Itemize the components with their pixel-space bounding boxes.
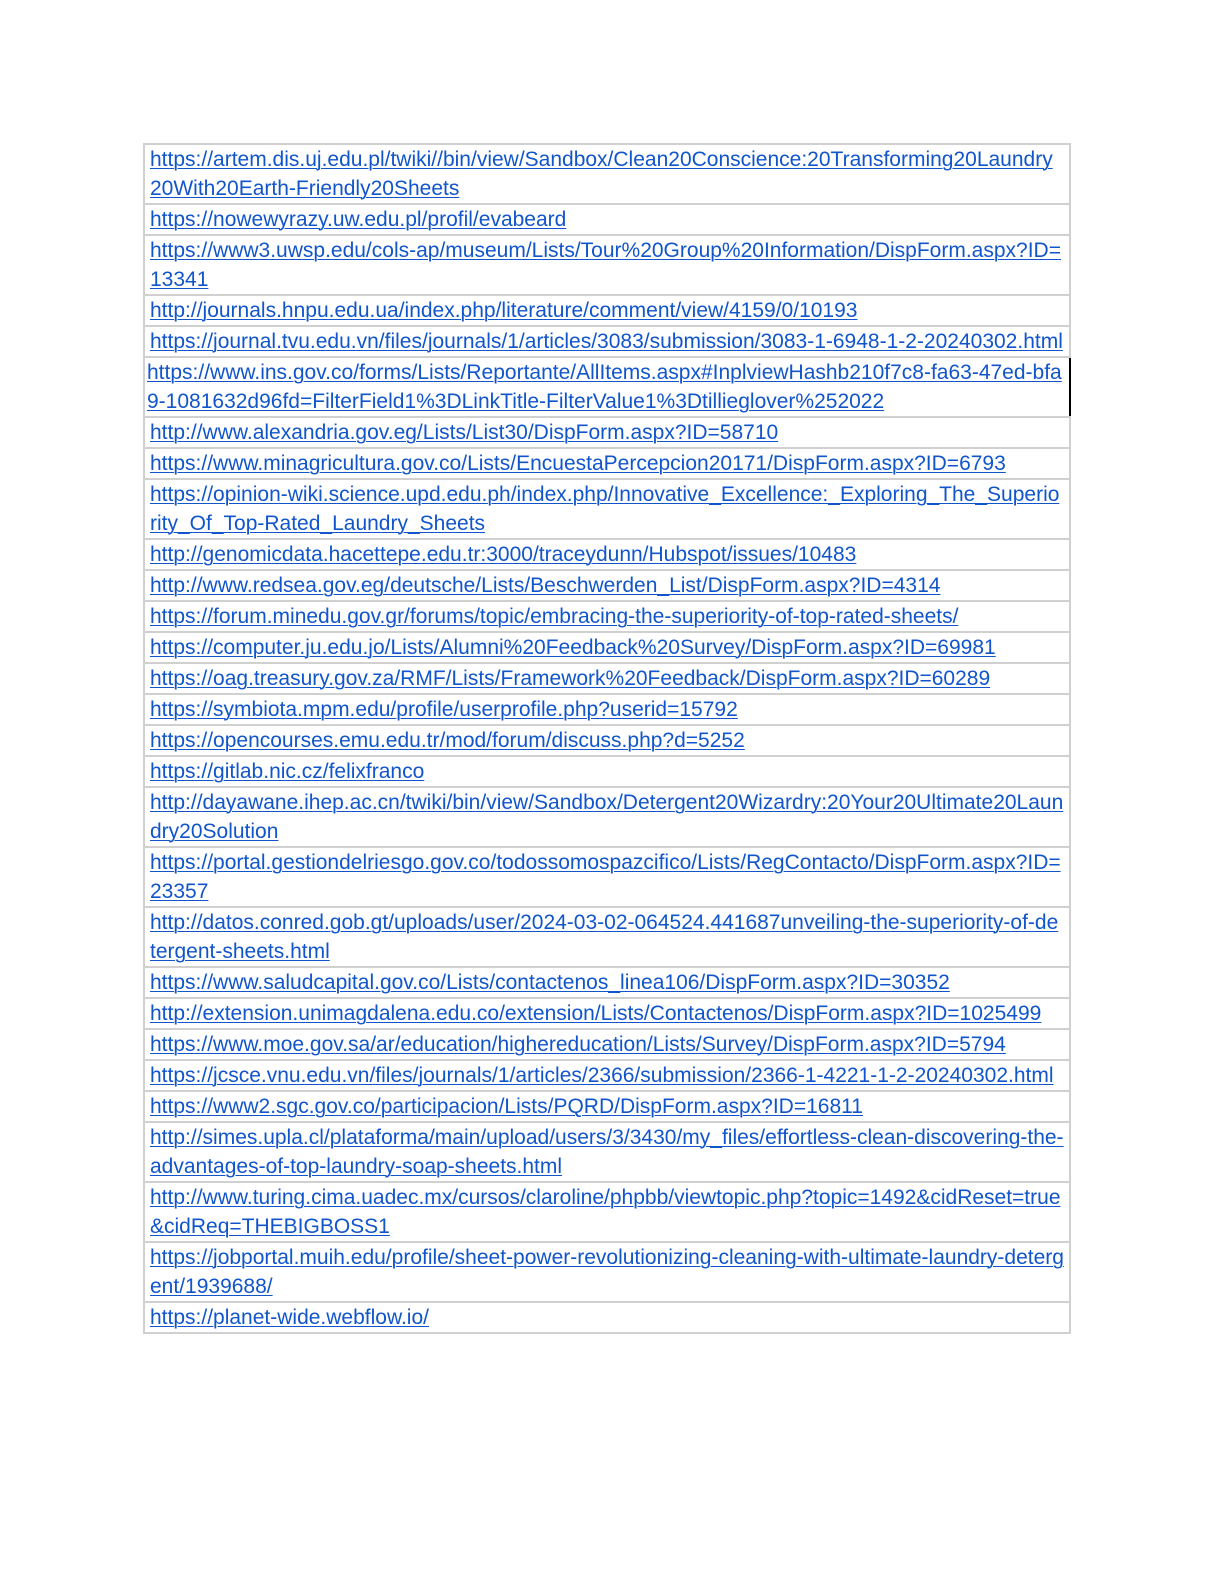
hyperlink[interactable]: http://journals.hnpu.edu.ua/index.php/literature/comment/view/4159/0/10193 [150, 299, 858, 322]
hyperlink[interactable]: https://www2.sgc.gov.co/participacion/Lists/PQRD/DispForm.aspx?ID=16811 [150, 1095, 863, 1118]
link-cell [144, 539, 1070, 570]
hyperlink[interactable]: http://www.alexandria.gov.eg/Lists/List30/DispForm.aspx?ID=58710 [150, 421, 779, 444]
table-row [144, 144, 1070, 204]
link-cell [144, 570, 1070, 601]
table-row [144, 448, 1070, 479]
link-cell [144, 204, 1070, 235]
hyperlink[interactable]: https://opinion-wiki.science.upd.edu.ph/index.php/Innovative_Excellence:_Exploring_The_Superiority_Of_Top-Rated_Laundry_Sheets [150, 483, 1060, 535]
table-row [144, 694, 1070, 725]
hyperlink[interactable]: http://extension.unimagdalena.edu.co/extension/Lists/Contactenos/DispForm.aspx?ID=1025499 [150, 1002, 1042, 1025]
hyperlink[interactable]: https://www3.uwsp.edu/cols-ap/museum/Lists/Tour%20Group%20Information/DispForm.aspx?ID=13341 [150, 239, 1061, 291]
hyperlink[interactable]: https://nowewyrazy.uw.edu.pl/profil/evabeard [150, 208, 567, 231]
link-cell [144, 998, 1070, 1029]
hyperlink[interactable]: https://oag.treasury.gov.za/RMF/Lists/Framework%20Feedback/DispForm.aspx?ID=60289 [150, 667, 991, 690]
hyperlink[interactable]: https://jcsce.vnu.edu.vn/files/journals/1/articles/2366/submission/2366-1-4221-1-2-20240302.html [150, 1064, 1054, 1087]
table-row [144, 725, 1070, 756]
link-cell [144, 847, 1070, 907]
link-table [143, 143, 1071, 1334]
table-row [144, 1122, 1070, 1182]
hyperlink[interactable]: http://datos.conred.gob.gt/uploads/user/2024-03-02-064524.441687unveiling-the-superiority-of-detergent-sheets.html [150, 911, 1059, 963]
link-cell [144, 787, 1070, 847]
hyperlink[interactable]: http://www.redsea.gov.eg/deutsche/Lists/Beschwerden_List/DispForm.aspx?ID=4314 [150, 574, 941, 597]
hyperlink[interactable]: https://www.minagricultura.gov.co/Lists/EncuestaPercepcion20171/DispForm.aspx?ID=6793 [150, 452, 1006, 475]
link-cell [144, 295, 1070, 326]
table-row [144, 1029, 1070, 1060]
link-cell [144, 756, 1070, 787]
hyperlink[interactable]: https://opencourses.emu.edu.tr/mod/forum/discuss.php?d=5252 [150, 729, 745, 752]
table-row [144, 967, 1070, 998]
table-row [144, 570, 1070, 601]
hyperlink[interactable]: https://journal.tvu.edu.vn/files/journals/1/articles/3083/submission/3083-1-6948-1-2-20240302.html [150, 330, 1063, 353]
link-cell [144, 448, 1070, 479]
table-row [144, 295, 1070, 326]
link-cell [144, 907, 1070, 967]
hyperlink[interactable]: http://genomicdata.hacettepe.edu.tr:3000/traceydunn/Hubspot/issues/10483 [150, 543, 857, 566]
link-cell [144, 1122, 1070, 1182]
hyperlink[interactable]: https://www.saludcapital.gov.co/Lists/contactenos_linea106/DispForm.aspx?ID=30352 [150, 971, 950, 994]
link-cell [144, 601, 1070, 632]
hyperlink[interactable]: https://www.moe.gov.sa/ar/education/highereducation/Lists/Survey/DispForm.aspx?ID=5794 [150, 1033, 1006, 1056]
table-row [144, 1182, 1070, 1242]
table-row [144, 663, 1070, 694]
link-cell [144, 357, 1070, 417]
table-row [144, 204, 1070, 235]
link-cell [144, 1302, 1070, 1333]
table-row [144, 539, 1070, 570]
link-cell [144, 632, 1070, 663]
table-row [144, 326, 1070, 357]
table-row [144, 417, 1070, 448]
table-row [144, 1242, 1070, 1302]
hyperlink[interactable]: http://www.turing.cima.uadec.mx/cursos/claroline/phpbb/viewtopic.php?topic=1492&cidReset=true&cidReq=THEBIGBOSS1 [150, 1186, 1061, 1238]
link-table-body [144, 144, 1070, 1333]
table-row [144, 479, 1070, 539]
table-row [144, 787, 1070, 847]
hyperlink[interactable]: https://planet-wide.webflow.io/ [150, 1306, 429, 1329]
hyperlink[interactable]: https://artem.dis.uj.edu.pl/twiki//bin/view/Sandbox/Clean20Conscience:20Transforming20Laundry20With20Earth-Friendly20Sheets [150, 148, 1053, 200]
hyperlink[interactable]: https://computer.ju.edu.jo/Lists/Alumni%20Feedback%20Survey/DispForm.aspx?ID=69981 [150, 636, 996, 659]
link-cell [144, 326, 1070, 357]
table-row [144, 907, 1070, 967]
link-cell [144, 1091, 1070, 1122]
link-cell [144, 1182, 1070, 1242]
hyperlink[interactable]: https://portal.gestiondelriesgo.gov.co/todossomospazcifico/Lists/RegContacto/DispForm.aspx?ID=23357 [150, 851, 1061, 903]
link-cell [144, 1242, 1070, 1302]
table-row [144, 1060, 1070, 1091]
table-row [144, 601, 1070, 632]
hyperlink[interactable]: http://simes.upla.cl/plataforma/main/upload/users/3/3430/my_files/effortless-clean-discovering-the-advantages-of-top-laundry-soap-sheets.html [150, 1126, 1064, 1178]
link-cell [144, 235, 1070, 295]
table-row [144, 357, 1070, 417]
link-cell [144, 1060, 1070, 1091]
table-row [144, 1091, 1070, 1122]
table-row [144, 235, 1070, 295]
table-row [144, 847, 1070, 907]
link-cell [144, 725, 1070, 756]
table-row [144, 998, 1070, 1029]
link-cell [144, 694, 1070, 725]
table-row [144, 632, 1070, 663]
link-cell [144, 479, 1070, 539]
link-cell [144, 1029, 1070, 1060]
link-cell [144, 967, 1070, 998]
hyperlink[interactable]: https://jobportal.muih.edu/profile/sheet-power-revolutionizing-cleaning-with-ultimate-laundry-detergent/1939688/ [150, 1246, 1064, 1298]
hyperlink[interactable]: http://dayawane.ihep.ac.cn/twiki/bin/view/Sandbox/Detergent20Wizardry:20Your20Ultimate20Laundry20Solution [150, 791, 1064, 843]
hyperlink[interactable]: https://www.ins.gov.co/forms/Lists/Reportante/AllItems.aspx#InplviewHashb210f7c8-fa63-47ed-bfa9-1081632d96fd=FilterField1%3DLinkTitle-FilterValue1%3Dtillieglover%252022 [147, 361, 1062, 413]
hyperlink[interactable]: https://forum.minedu.gov.gr/forums/topic/embracing-the-superiority-of-top-rated-sheets/ [150, 605, 959, 628]
link-cell [144, 144, 1070, 204]
table-row [144, 1302, 1070, 1333]
hyperlink[interactable]: https://gitlab.nic.cz/felixfranco [150, 760, 425, 783]
link-cell [144, 417, 1070, 448]
link-cell [144, 663, 1070, 694]
table-row [144, 756, 1070, 787]
hyperlink[interactable]: https://symbiota.mpm.edu/profile/userprofile.php?userid=15792 [150, 698, 738, 721]
